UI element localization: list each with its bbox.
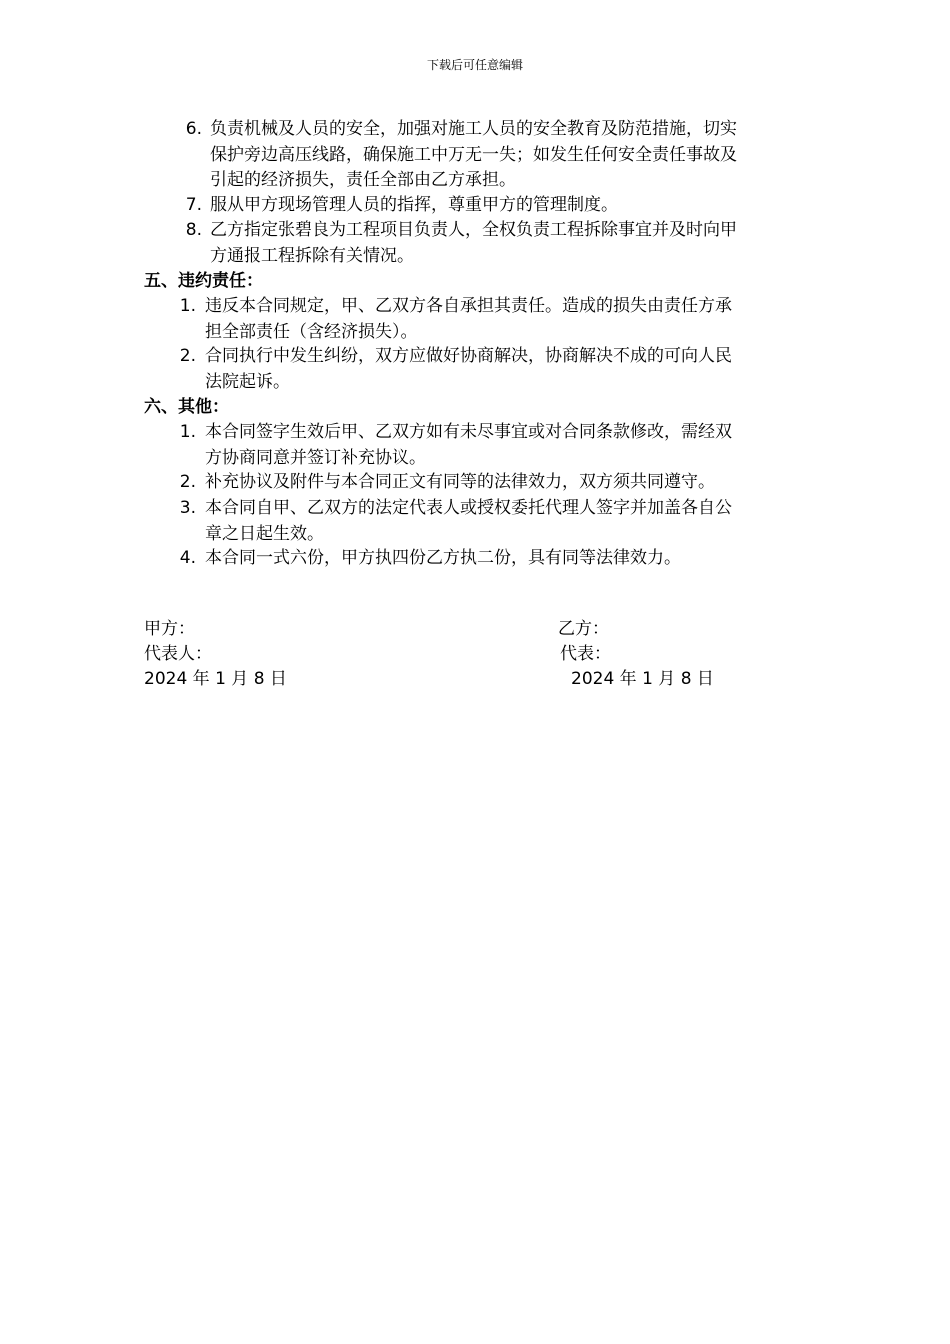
list-item-text: 乙方指定张碧良为工程项目负责人，全权负责工程拆除事宜并及时向甲 方通报工程拆除有关情况。 <box>210 220 737 266</box>
list-item-text: 补充协议及附件与本合同正文有同等的法律效力，双方须共同遵守。 <box>205 472 715 492</box>
list-item-number: 8. <box>185 220 202 240</box>
party-a-label: 甲方： <box>144 619 195 639</box>
list-item-text: 本合同签字生效后甲、乙双方如有未尽事宜或对合同条款修改，需经双 方协商同意并签订补充协议。 <box>205 422 732 468</box>
list-item-number: 1. <box>179 296 196 316</box>
list-item-text: 服从甲方现场管理人员的指挥，尊重甲方的管理制度。 <box>210 195 618 215</box>
list-item-text: 负责机械及人员的安全，加强对施工人员的安全教育及防范措施，切实 保护旁边高压线路，确保施工中万无一失；如发生任何安全责任事故及 引起的经济损失，责任全部由乙方承担。 <box>210 119 737 190</box>
party-b-label: 乙方： <box>558 619 609 639</box>
list-item-number: 2. <box>179 346 196 366</box>
section-heading-other: 六、其他： <box>144 397 229 417</box>
list-item-number: 3. <box>179 498 196 518</box>
list-item-number: 4. <box>179 548 196 568</box>
list-item-text: 违反本合同规定，甲、乙双方各自承担其责任。造成的损失由责任方承 担全部责任（含经济损失）。 <box>205 296 732 342</box>
page-header: 下载后可任意编辑 <box>426 58 523 72</box>
list-item-number: 2. <box>179 472 196 492</box>
list-item-text: 本合同自甲、乙双方的法定代表人或授权委托代理人签字并加盖各自公 章之日起生效。 <box>205 498 732 544</box>
list-item-number: 6. <box>185 119 202 139</box>
party-b-representative-label: 代表： <box>560 644 611 664</box>
list-item-number: 1. <box>179 422 196 442</box>
list-item-text: 合同执行中发生纠纷，双方应做好协商解决，协商解决不成的可向人民 法院起诉。 <box>205 346 732 392</box>
party-b-date: 2024 年 1 月 8 日 <box>571 669 714 689</box>
party-a-date: 2024 年 1 月 8 日 <box>144 669 287 689</box>
list-item-number: 7. <box>185 195 202 215</box>
list-item-text: 本合同一式六份，甲方执四份乙方执二份，具有同等法律效力。 <box>205 548 681 568</box>
section-heading-breach: 五、违约责任： <box>144 271 263 291</box>
party-a-representative-label: 代表人： <box>144 644 212 664</box>
